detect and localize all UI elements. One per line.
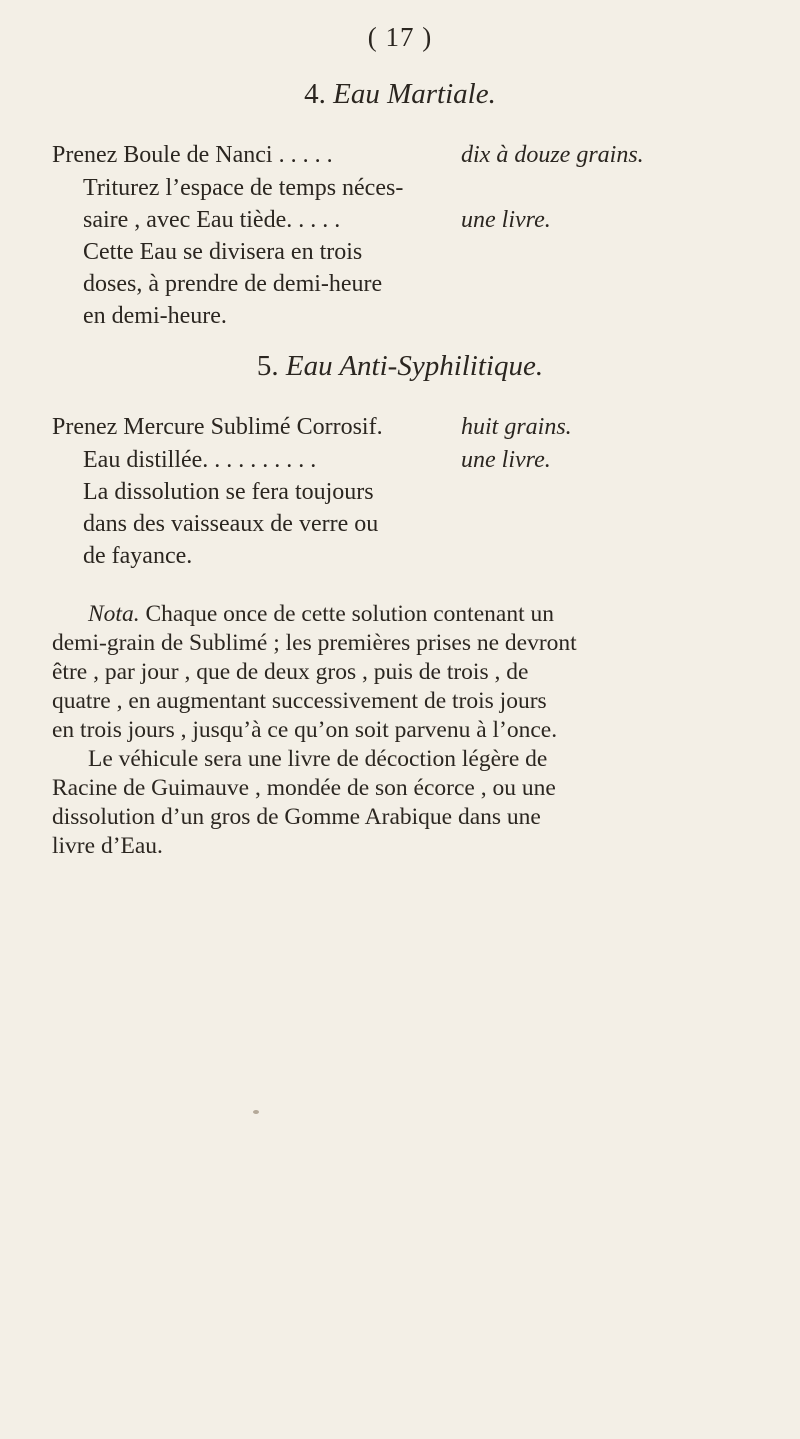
ink-speck: [253, 1110, 259, 1114]
recipe-4-line: en demi-heure.: [83, 303, 227, 329]
recipe-4-line: saire , avec Eau tiède. . . . .: [83, 207, 341, 233]
nota-line: Racine de Guimauve , mondée de son écorce , ou une: [52, 775, 556, 801]
nota-line: Le véhicule sera une livre de décoction légère de: [88, 746, 548, 772]
recipe-5-ingredient: Eau distillée. . . . . . . . . .: [83, 447, 317, 473]
recipe-5-title: Eau Anti-Syphilitique.: [285, 350, 544, 382]
nota-line: en trois jours , jusqu’à ce qu’on soit parvenu à l’once.: [52, 717, 558, 743]
nota-line: être , par jour , que de deux gros , puis de trois , de: [52, 659, 529, 685]
recipe-5-number: 5.: [256, 350, 279, 382]
recipe-4-ingredient-amount: dix à douze grains.: [461, 142, 644, 168]
recipe-5-ingredient-amount: une livre.: [461, 447, 551, 473]
nota-text: Chaque once de cette solution contenant un: [145, 601, 554, 627]
recipe-4-line: doses, à prendre de demi-heure: [83, 271, 383, 297]
nota-label: Nota.: [88, 601, 140, 627]
recipe-5-ingredient-amount: huit grains.: [461, 414, 572, 440]
page-number: ( 17 ): [367, 22, 433, 52]
recipe-4-number: 4.: [304, 78, 326, 110]
nota-line: dissolution d’un gros de Gomme Arabique dans une: [52, 804, 541, 830]
recipe-5-ingredient: Prenez Mercure Sublimé Corrosif.: [52, 414, 383, 440]
nota-paragraph: [52, 600, 752, 861]
nota-line: [52, 600, 752, 629]
nota-line: demi-grain de Sublimé ; les premières prises ne devront: [52, 630, 577, 656]
recipe-4-line: Triturez l’espace de temps néces-: [83, 175, 404, 201]
nota-line: livre d’Eau.: [52, 833, 163, 859]
recipe-5-line: La dissolution se fera toujours: [83, 479, 374, 505]
recipe-5-heading: [0, 350, 800, 383]
recipe-4-line: Cette Eau se divisera en trois: [83, 239, 363, 265]
recipe-4-ingredient: Prenez Boule de Nanci . . . . .: [52, 142, 333, 168]
recipe-5-line: dans des vaisseaux de verre ou: [83, 511, 379, 537]
recipe-4-heading: [0, 78, 800, 111]
recipe-5-line: de fayance.: [83, 543, 193, 569]
recipe-4-line-amount: une livre.: [461, 207, 551, 233]
recipe-4-title: Eau Martiale.: [333, 78, 496, 110]
nota-line: quatre , en augmentant successivement de trois jours: [52, 688, 547, 714]
